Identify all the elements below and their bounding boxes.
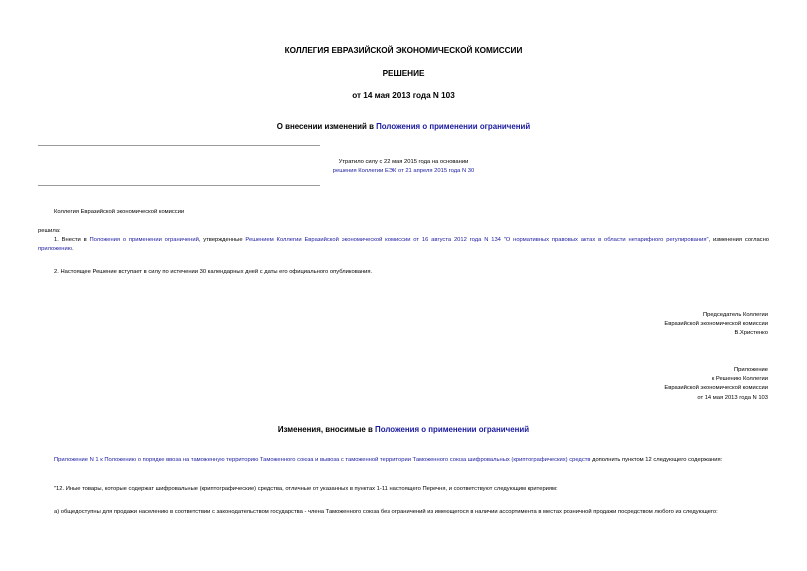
changes-title — [0, 425, 807, 434]
appendix-block — [500, 366, 768, 403]
document-type: РЕШЕНИЕ — [382, 69, 425, 78]
signature-block — [500, 311, 768, 339]
document-title-link[interactable]: Положения о применении ограничений — [376, 122, 531, 131]
decision-134-link[interactable]: Решением Коллегии Евразийской экономической комиссии от 16 августа 2012 года N 134 "О нормативных правовых актах в области нетарифного регулирования" — [245, 237, 709, 243]
signature-name: В.Христенко — [734, 330, 768, 337]
validity-decision-link[interactable]: решения Коллегии ЕЭК от 21 апреля 2015 года N 30 — [332, 168, 475, 175]
document-title — [0, 122, 807, 131]
changes-title-link[interactable]: Положения о применении ограничений — [375, 425, 530, 434]
document-title-prefix: О внесении изменений в — [276, 122, 377, 131]
paragraph-2: 2. Настоящее Решение вступает в силу по истечении 30 календарных дней с даты его официального опубликования. — [54, 269, 373, 275]
appendix-line: от 14 мая 2013 года N 103 — [697, 394, 768, 401]
paragraph-1 — [38, 236, 769, 254]
decided-text: решила: — [38, 228, 61, 234]
appendix-1-link[interactable]: Приложение N 1 к Положению о порядке ввоза на таможенную территорию Таможенного союза и вывоза с таможенной территории Таможенного союза шифровальных (криптографических) средств — [54, 457, 591, 463]
appendix-line: к Решению Коллегии — [711, 376, 768, 383]
organization-title: КОЛЛЕГИЯ ЕВРАЗИЙСКОЙ ЭКОНОМИЧЕСКОЙ КОМИССИИ — [284, 46, 523, 55]
top-divider — [38, 145, 320, 146]
changes-title-prefix: Изменения, вносимые в — [277, 425, 376, 434]
appendix-line: Евразийской экономической комиссии — [664, 385, 768, 392]
changes-paragraph-1 — [38, 456, 769, 465]
validity-note — [0, 158, 807, 176]
document-date-number: от 14 мая 2013 года N 103 — [352, 91, 455, 100]
intro-text: Коллегия Евразийской экономической комиссии — [54, 209, 185, 215]
paragraph-1-text: . — [72, 246, 74, 253]
signature-position: Председатель Коллегии — [702, 312, 768, 318]
changes-paragraph-3: а) общедоступны для продажи населению в соответствии с законодательством государства - члена Таможенного союза без ограничений из имеющегося в наличии ассортимента в местах розничной продажи посредством любого из следующего: — [54, 509, 718, 515]
paragraph-1-text: , изменения согласно — [708, 237, 769, 243]
changes-paragraph-2: "12. Иные товары, которые содержат шифровальные (криптографические) средства, отличные от указанных в пунктах 1-11 настоящего Перечня, и соответствуют следующим критериям: — [54, 486, 558, 492]
signature-organization: Евразийской экономической комиссии — [664, 321, 768, 328]
changes-paragraph-1-text: дополнить пунктом 12 следующего содержания: — [590, 457, 723, 463]
regulations-link[interactable]: Положения о применении ограничений — [89, 237, 199, 243]
paragraph-1-text: 1. Внести в — [54, 237, 90, 243]
appendix-link[interactable]: приложению — [38, 246, 73, 253]
bottom-divider — [38, 185, 320, 186]
paragraph-1-text: , утвержденные — [198, 237, 246, 243]
validity-line: Утратило силу с 22 мая 2015 года на основании — [338, 159, 469, 165]
appendix-line: Приложение — [733, 367, 768, 373]
